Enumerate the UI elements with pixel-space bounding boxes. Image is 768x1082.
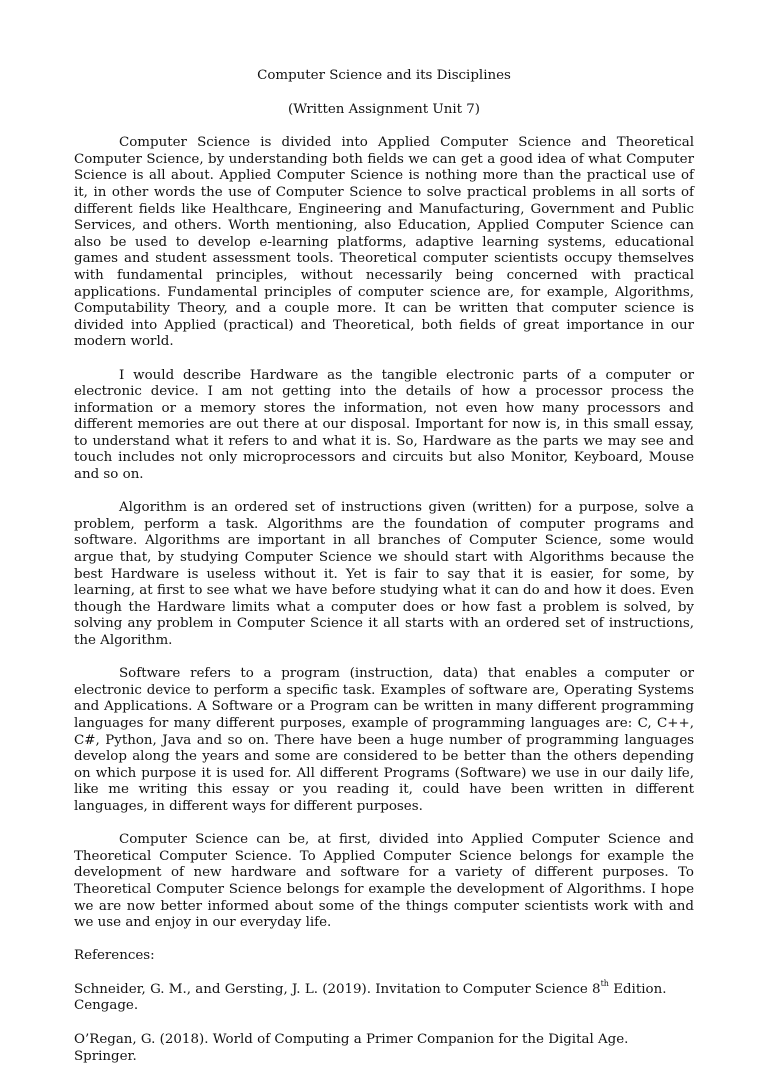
document-subtitle: (Written Assignment Unit 7) [288,101,480,117]
document-title: Computer Science and its Disciplines [257,68,511,83]
paragraph-software: Software refers to a program (instruction, data) that enables a computer or electronic device to perform a specific task. Examples of software are, Operating Systems and Applications. A Software or a Program can be written in many different programming languages for many different purposes, example of programming languages are: C, C++, C#, Python, Java and so on. There have been a huge number of programming languages develop along the years and some are considered to be better than the others depending on which purpose it is used for. All different Programs (Software) we use in our daily life, like me writing this essay or you reading it, could have been written in different languages, in different ways for different purposes. [74,666,694,814]
references-heading: References: [74,948,155,964]
paragraph-algorithm: Algorithm is an ordered set of instructions given (written) for a purpose, solve a problem, perform a task. Algorithms are the foundation of computer programs and software. Algorithms are important in all branches of Computer Science, some would argue that, by studying Computer Science we should start with Algorithms because the best Hardware is useless without it. Yet is fair to say that it is easier, for some, by learning, at first to see what we have before studying what it can do and how it does. Even though the Hardware limits what a computer does or how fast a problem is solved, by solving any problem in Computer Science it all starts with an ordered set of instructions, the Algorithm. [74,500,694,648]
reference-superscript: th [600,979,609,989]
paragraph-conclusion: Computer Science can be, at first, divided into Applied Computer Science and Theoretical Computer Science. To Applied Computer Science belongs for example the development of new hardware and software for a variety of different purposes. To Theoretical Computer Science belongs for example the development of Algorithms. I hope we are now better informed about some of the things computer scientists work with and we use and enjoy in our everyday life. [74,832,694,931]
reference-text: O’Regan, G. (2018). World of Computing a Primer Companion for the Digital Age. Springer. [74,1032,629,1064]
reference-item [74,979,694,1015]
paragraph-hardware: I would describe Hardware as the tangible electronic parts of a computer or electronic device. I am not getting into the details of how a processor process the information or a memory stores the information, not even how many processors and different memories are out there at our disposal. Important for now is, in this small essay, to understand what it refers to and what it is. So, Hardware as the parts we may see and touch includes not only microprocessors and circuits but also Monitor, Keyboard, Mouse and so on. [74,367,694,483]
reference-text: Schneider, G. M., and Gersting, J. L. (2019). Invitation to Computer Science 8 [74,981,601,997]
paragraph-intro: Computer Science is divided into Applied Computer Science and Theoretical Computer Science, by understanding both fields we can get a good idea of what Computer Science is all about. Applied Computer Science is nothing more than the practical use of it, in other words the use of Computer Science to solve practical problems in all sorts of different fields like Healthcare, Engineering and Manufacturing, Government and Public Services, and others. Worth mentioning, also Education, Applied Computer Science can also be used to develop e-learning platforms, adaptive learning systems, educational games and student assessment tools. Theoretical computer scientists occupy themselves with fundamental principles, without necessarily being concerned with practical applications. Fundamental principles of computer science are, for example, Algorithms, Computability Theory, and a couple more. It can be written that computer science is divided into Applied (practical) and Theoretical, both fields of great importance in our modern world. [74,135,694,350]
reference-item [74,1032,694,1065]
reference-text-end: Edition. Cengage. [74,981,667,1014]
document-page [74,68,694,1082]
